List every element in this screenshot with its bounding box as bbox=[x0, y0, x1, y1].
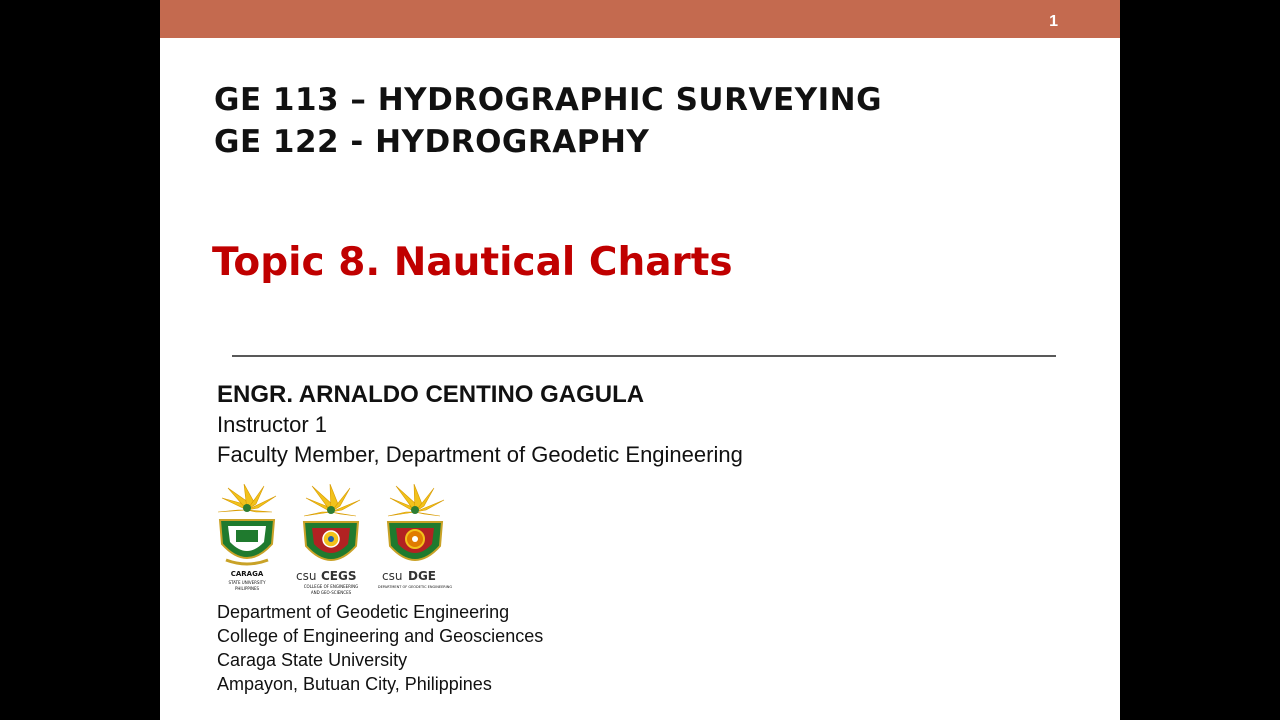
logo-row bbox=[214, 484, 454, 600]
slide bbox=[160, 0, 1120, 720]
address-college: College of Engineering and Geosciences bbox=[217, 626, 544, 646]
svg-text:STATE UNIVERSITY: STATE UNIVERSITY bbox=[228, 580, 266, 585]
svg-text:csu: csu bbox=[296, 569, 317, 583]
address-university: Caraga State University bbox=[217, 650, 408, 670]
svg-text:DGE: DGE bbox=[408, 569, 437, 583]
instructor-title: Instructor 1 bbox=[217, 412, 328, 437]
course-title-line-2: GE 122 - HYDROGRAPHY bbox=[214, 124, 650, 160]
address-location: Ampayon, Butuan City, Philippines bbox=[217, 674, 492, 694]
instructor-name: ENGR. ARNALDO CENTINO GAGULA bbox=[217, 381, 645, 408]
slide-number: 1 bbox=[1049, 13, 1058, 30]
divider-line bbox=[232, 355, 1056, 357]
slide-header-bar bbox=[160, 0, 1120, 38]
svg-text:csu: csu bbox=[382, 569, 403, 583]
instructor-position: Faculty Member, Department of Geodetic Engineering bbox=[217, 442, 743, 467]
svg-text:CARAGA: CARAGA bbox=[230, 570, 264, 578]
svg-text:AND GEO-SCIENCES: AND GEO-SCIENCES bbox=[310, 590, 352, 595]
svg-text:CEGS: CEGS bbox=[321, 569, 357, 583]
csu-dge-logo-icon bbox=[378, 484, 452, 600]
address-department: Department of Geodetic Engineering bbox=[217, 602, 510, 622]
csu-cegs-logo-icon bbox=[294, 484, 368, 600]
course-title-line-1: GE 113 – HYDROGRAPHIC SURVEYING bbox=[214, 82, 883, 118]
svg-text:COLLEGE OF ENGINEERING: COLLEGE OF ENGINEERING bbox=[303, 584, 359, 589]
svg-text:PHILIPPINES: PHILIPPINES bbox=[234, 586, 260, 591]
svg-text:DEPARTMENT OF GEODETIC ENGINEE: DEPARTMENT OF GEODETIC ENGINEERING bbox=[378, 585, 452, 589]
caraga-state-university-seal-icon bbox=[214, 484, 280, 594]
topic-title: Topic 8. Nautical Charts bbox=[212, 240, 733, 285]
